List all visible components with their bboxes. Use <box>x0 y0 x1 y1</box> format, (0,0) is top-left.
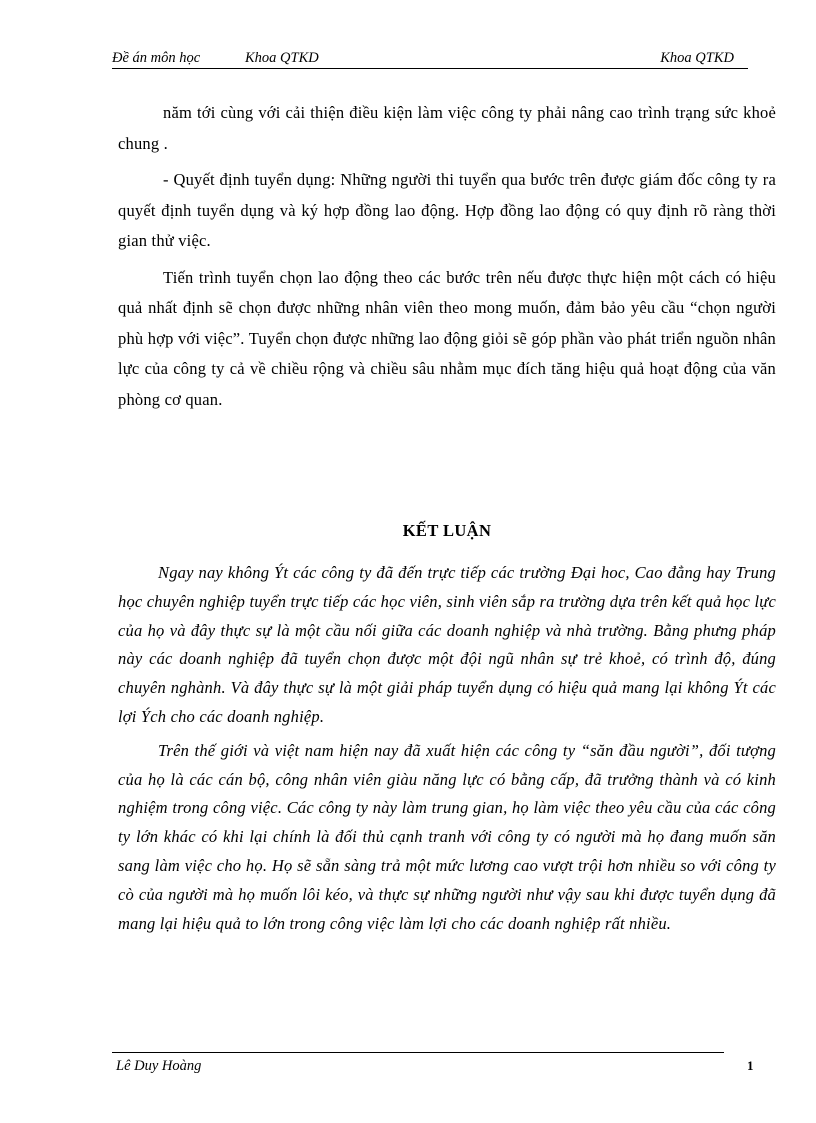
header-course: Đề án môn học <box>112 50 201 66</box>
body-section <box>118 98 776 415</box>
header-rule <box>112 68 748 69</box>
footer-rule <box>112 1052 724 1053</box>
page-number: 1 <box>747 1058 754 1073</box>
conclusion-paragraph-1: Ngay nay không Ýt các công ty đã đến trực tiếp các trường Đại hoc, Cao đẳng hay Trung học chuyên nghiệp tuyển trực tiếp các học viên, sinh viên sắp ra trường dựa trên kết quả học lực của họ và đây thực sự là một cầu nối giữa các doanh nghiệp và nhà trường. Bằng phưng pháp này các doanh nghiệp đã tuyển chọn được một đội ngũ nhân sự trẻ khoẻ, có trình độ, đúng chuyên nghành. Và đây thực sự là một giải pháp tuyển dụng có hiệu quả mang lại không Ýt các lợi Ých cho các doanh nghiệp. <box>118 563 776 726</box>
header-faculty-right: Khoa QTKD <box>660 50 734 66</box>
conclusion-paragraph-2: Trên thế giới và việt nam hiện nay đã xuất hiện các công ty “săn đầu người”, đối tượng của họ là các cán bộ, công nhân viên giàu năng lực có bằng cấp, đã trưởng thành và có kinh nghiệm trong công việc. Các công ty này làm trung gian, họ làm việc theo yêu cầu của các công ty lớn khác có khi lại chính là đối thủ cạnh tranh với công ty có người mà họ đang muốn săn sang làm việc cho họ. Họ sẽ sẵn sàng trả một mức lương cao vượt trội hơn nhiều so với công ty cò của người mà họ muốn lôi kéo, và thực sự những người như vậy sau khi được tuyển dụng đã mang lại hiệu quả to lớn trong công việc làm lợi cho các doanh nghiệp rất nhiều. <box>118 740 776 933</box>
paragraph-2: - Quyết định tuyển dụng: Những người thi tuyển qua bước trên được giám đốc công ty ra quyết định tuyển dụng và ký hợp đồng lao động. Hợp đồng lao động có quy định rõ ràng thời gian thử việc. <box>118 170 776 250</box>
page-header <box>112 50 748 68</box>
header-faculty-left: Khoa QTKD <box>245 50 319 66</box>
paragraph-3: Tiến trình tuyển chọn lao động theo các bước trên nếu được thực hiện một cách có hiệu quả nhất định sẽ chọn được những nhân viên theo mong muốn, đảm bảo yêu cầu “chọn người phù hợp với việc”. Tuyển chọn được những lao động giỏi sẽ góp phần vào phát triển nguồn nhân lực của công ty cả về chiều rộng và chiều sâu nhằm mục đích tăng hiệu quả hoạt động của văn phòng cơ quan. <box>118 267 776 409</box>
conclusion-heading: KẾT LUẬN <box>402 521 492 540</box>
conclusion-section <box>118 559 776 938</box>
paragraph-1: năm tới cùng với cải thiện điều kiện làm việc công ty phải nâng cao trình trạng sức khoẻ chung . <box>118 103 776 153</box>
footer-author: Lê Duy Hoàng <box>116 1058 202 1074</box>
